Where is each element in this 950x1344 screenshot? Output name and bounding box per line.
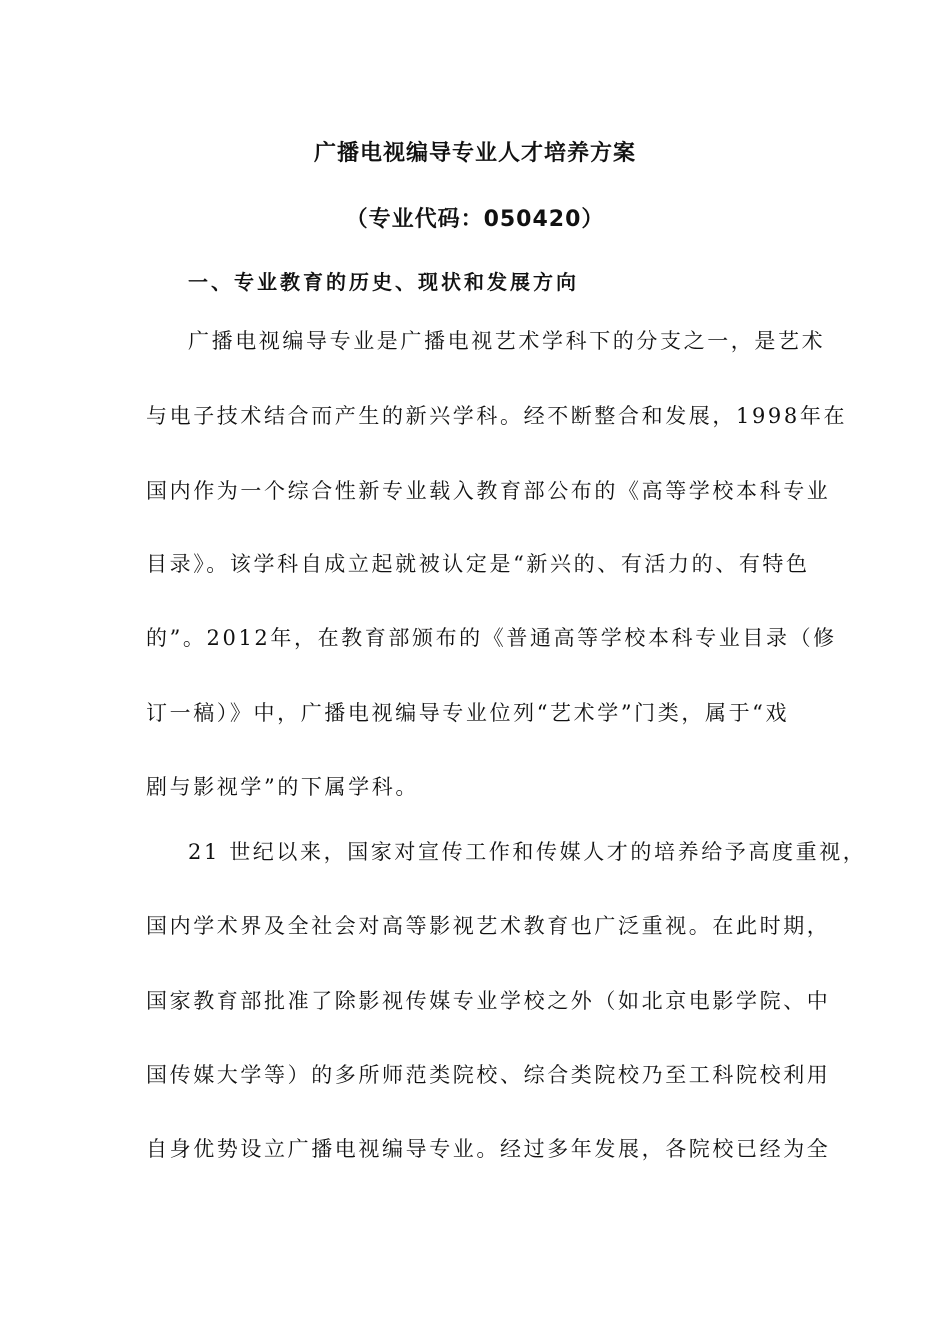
paragraph-line: 国传媒大学等）的多所师范类院校、综合类院校乃至工科院校利用 bbox=[146, 1063, 831, 1087]
paragraph-line: 与电子技术结合而产生的新兴学科。经不断整合和发展，1998年在 bbox=[146, 404, 848, 428]
paragraph-line: 21 世纪以来，国家对宣传工作和传媒人才的培养给予高度重视， bbox=[188, 840, 867, 864]
paragraph-line: 广播电视编导专业是广播电视艺术学科下的分支之一，是艺术 bbox=[188, 329, 826, 353]
paragraph-line: 自身优势设立广播电视编导专业。经过多年发展，各院校已经为全 bbox=[146, 1137, 831, 1161]
paragraph-line: 国内作为一个综合性新专业载入教育部公布的《高等学校本科专业 bbox=[146, 479, 831, 503]
major-code-subtitle: （专业代码：050420） bbox=[345, 207, 605, 232]
paragraph-line: 国家教育部批准了除影视传媒专业学校之外（如北京电影学院、中 bbox=[146, 989, 831, 1013]
paragraph-line: 的”。2012年，在教育部颁布的《普通高等学校本科专业目录（修 bbox=[146, 626, 837, 650]
section-heading: 一、专业教育的历史、现状和发展方向 bbox=[188, 270, 579, 294]
paragraph-line: 国内学术界及全社会对高等影视艺术教育也广泛重视。在此时期， bbox=[146, 914, 831, 938]
paragraph-line: 订一稿）》中，广播电视编导专业位列“艺术学”门类，属于“戏 bbox=[146, 701, 790, 725]
paragraph-line: 目录》。该学科自成立起就被认定是“新兴的、有活力的、有特色 bbox=[146, 552, 810, 576]
document-title: 广播电视编导专业人才培养方案 bbox=[313, 141, 636, 166]
paragraph-line: 剧与影视学”的下属学科。 bbox=[146, 775, 419, 799]
